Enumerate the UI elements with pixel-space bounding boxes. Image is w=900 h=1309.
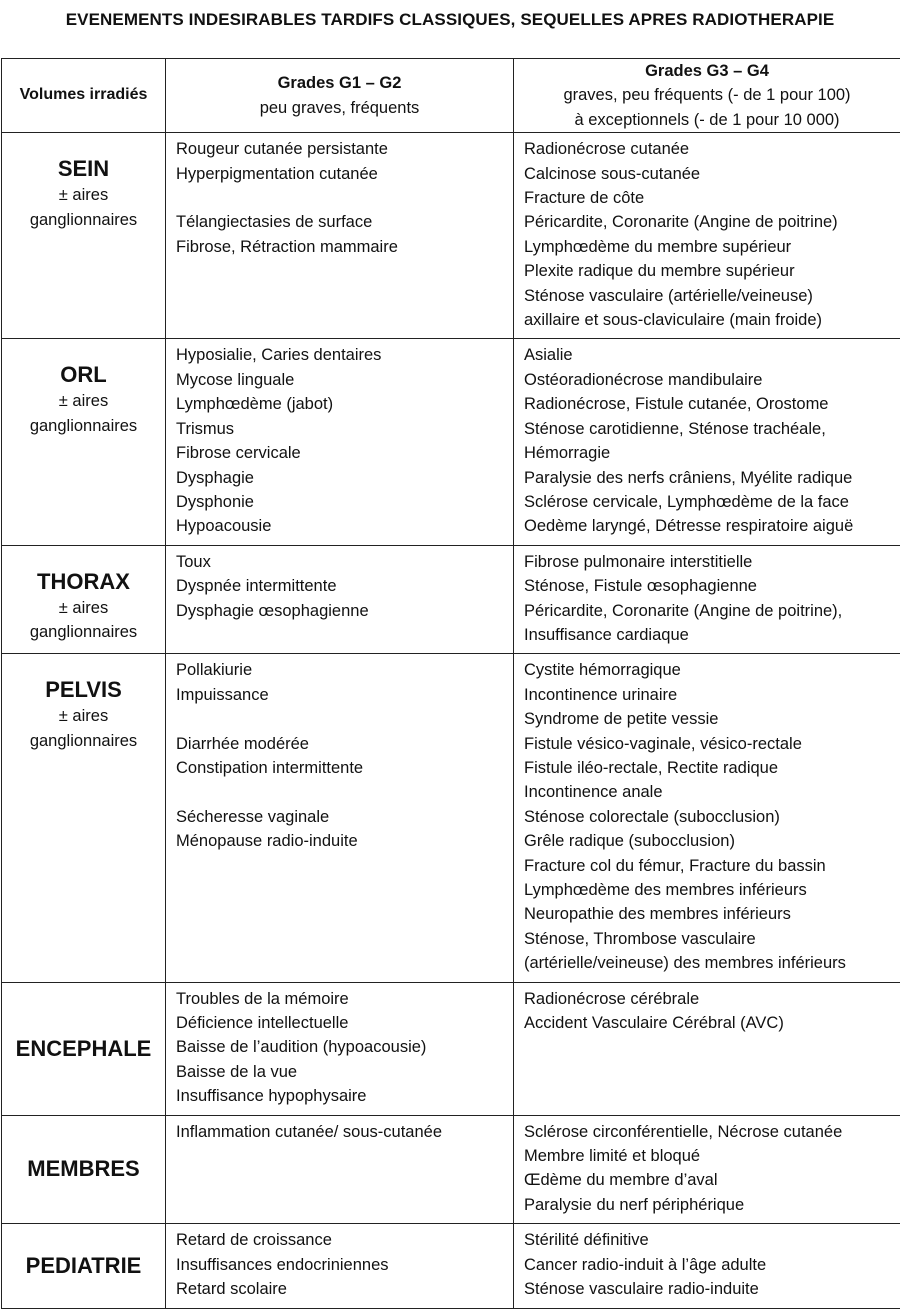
effect-item: Fracture col du fémur, Fracture du bassin (524, 854, 900, 878)
volume-name: SEIN (2, 155, 165, 183)
effect-item: Toux (176, 550, 513, 574)
volume-name: PEDIATRIE (2, 1252, 165, 1280)
volume-cell (2, 339, 166, 545)
header-g34-desc-2: à exceptionnels (- de 1 pour 10 000) (514, 108, 900, 132)
volume-name: MEMBRES (2, 1155, 165, 1183)
effect-item: (artérielle/veineuse) des membres inférieurs (524, 951, 900, 975)
effect-item: Constipation intermittente (176, 756, 513, 780)
header-grades-g1-g2 (166, 59, 514, 133)
blank-line (176, 186, 513, 210)
effect-item: Ostéoradionécrose mandibulaire (524, 368, 900, 392)
effect-item: Ménopause radio-induite (176, 829, 513, 853)
effect-item: Insuffisance cardiaque (524, 623, 900, 647)
grade-g3-g4-cell (514, 982, 900, 1115)
effect-item: Hyposialie, Caries dentaires (176, 343, 513, 367)
effect-item: Troubles de la mémoire (176, 987, 513, 1011)
effect-item: Fracture de côte (524, 186, 900, 210)
effect-item: Fistule vésico-vaginale, vésico-rectale (524, 732, 900, 756)
effect-item: Membre limité et bloqué (524, 1144, 900, 1168)
volume-name: PELVIS (2, 676, 165, 704)
effect-item: Sténose, Fistule œsophagienne (524, 574, 900, 598)
side-effects-table (1, 58, 900, 1309)
effect-item: Sclérose circonférentielle, Nécrose cutanée (524, 1120, 900, 1144)
table-row (2, 545, 900, 654)
effect-item: Cancer radio-induit à l’âge adulte (524, 1253, 900, 1277)
header-g34-title: Grades G3 – G4 (514, 59, 900, 83)
effect-item: Hyperpigmentation cutanée (176, 162, 513, 186)
effect-item: axillaire et sous-claviculaire (main froide) (524, 308, 900, 332)
effect-item: Cystite hémorragique (524, 658, 900, 682)
effect-item: Retard scolaire (176, 1277, 513, 1301)
table-row (2, 133, 900, 339)
grade-g1-g2-cell (166, 339, 514, 545)
effect-item: Dyspnée intermittente (176, 574, 513, 598)
effect-item: Radionécrose cutanée (524, 137, 900, 161)
effect-item: Trismus (176, 417, 513, 441)
effect-item: Baisse de l’audition (hypoacousie) (176, 1035, 513, 1059)
volume-subtitle: ± aires (2, 389, 165, 413)
effect-item: Baisse de la vue (176, 1060, 513, 1084)
effect-item: Péricardite, Coronarite (Angine de poitrine), (524, 599, 900, 623)
header-grades-g3-g4 (514, 59, 900, 133)
table-row (2, 1224, 900, 1308)
volume-name: THORAX (2, 568, 165, 596)
effect-item: Asialie (524, 343, 900, 367)
effect-item: Insuffisance hypophysaire (176, 1084, 513, 1108)
effect-item: Syndrome de petite vessie (524, 707, 900, 731)
effect-item: Neuropathie des membres inférieurs (524, 902, 900, 926)
effect-item: Fistule iléo-rectale, Rectite radique (524, 756, 900, 780)
volume-cell (2, 982, 166, 1115)
header-g12-desc: peu graves, fréquents (166, 96, 513, 120)
effect-item: Lymphœdème des membres inférieurs (524, 878, 900, 902)
effect-item: Diarrhée modérée (176, 732, 513, 756)
effect-item: Hémorragie (524, 441, 900, 465)
effect-item: Impuissance (176, 683, 513, 707)
effect-item: Sténose colorectale (subocclusion) (524, 805, 900, 829)
blank-line (176, 780, 513, 804)
volume-subtitle: ganglionnaires (2, 620, 165, 644)
volume-subtitle: ± aires (2, 596, 165, 620)
header-g34-desc-1: graves, peu fréquents (- de 1 pour 100) (514, 83, 900, 107)
effect-item: Fibrose, Rétraction mammaire (176, 235, 513, 259)
effect-item: Mycose linguale (176, 368, 513, 392)
effect-item: Lymphœdème du membre supérieur (524, 235, 900, 259)
grade-g1-g2-cell (166, 545, 514, 654)
table-row (2, 1115, 900, 1224)
effect-item: Accident Vasculaire Cérébral (AVC) (524, 1011, 900, 1035)
effect-item: Fibrose pulmonaire interstitielle (524, 550, 900, 574)
effect-item: Lymphœdème (jabot) (176, 392, 513, 416)
volume-cell (2, 133, 166, 339)
effect-item: Incontinence anale (524, 780, 900, 804)
grade-g3-g4-cell (514, 1224, 900, 1308)
table-row (2, 339, 900, 545)
effect-item: Stérilité définitive (524, 1228, 900, 1252)
grade-g1-g2-cell (166, 1115, 514, 1224)
effect-item: Paralysie des nerfs crâniens, Myélite radique (524, 466, 900, 490)
effect-item: Paralysie du nerf périphérique (524, 1193, 900, 1217)
volume-subtitle: ganglionnaires (2, 414, 165, 438)
grade-g1-g2-cell (166, 1224, 514, 1308)
volume-cell (2, 545, 166, 654)
grade-g3-g4-cell (514, 1115, 900, 1224)
volume-subtitle: ± aires (2, 183, 165, 207)
effect-item: Radionécrose cérébrale (524, 987, 900, 1011)
effect-item: Sténose carotidienne, Sténose trachéale, (524, 417, 900, 441)
effect-item: Radionécrose, Fistule cutanée, Orostome (524, 392, 900, 416)
grade-g3-g4-cell (514, 654, 900, 982)
grade-g3-g4-cell (514, 339, 900, 545)
effect-item: Grêle radique (subocclusion) (524, 829, 900, 853)
volume-cell (2, 1115, 166, 1224)
grade-g1-g2-cell (166, 982, 514, 1115)
effect-item: Dysphagie œsophagienne (176, 599, 513, 623)
grade-g1-g2-cell (166, 133, 514, 339)
grade-g3-g4-cell (514, 133, 900, 339)
header-g12-title: Grades G1 – G2 (166, 71, 513, 95)
effect-item: Dysphagie (176, 466, 513, 490)
header-volumes: Volumes irradiés (2, 59, 166, 133)
effect-item: Péricardite, Coronarite (Angine de poitrine) (524, 210, 900, 234)
blank-line (176, 707, 513, 731)
effect-item: Calcinose sous-cutanée (524, 162, 900, 186)
effect-item: Dysphonie (176, 490, 513, 514)
effect-item: Oedème laryngé, Détresse respiratoire aiguë (524, 514, 900, 538)
effect-item: Plexite radique du membre supérieur (524, 259, 900, 283)
volume-subtitle: ± aires (2, 704, 165, 728)
table-body (2, 133, 900, 1308)
effect-item: Sécheresse vaginale (176, 805, 513, 829)
volume-cell (2, 654, 166, 982)
grade-g1-g2-cell (166, 654, 514, 982)
volume-subtitle: ganglionnaires (2, 208, 165, 232)
volume-cell (2, 1224, 166, 1308)
effect-item: Inflammation cutanée/ sous-cutanée (176, 1120, 513, 1144)
effect-item: Insuffisances endocriniennes (176, 1253, 513, 1277)
effect-item: Télangiectasies de surface (176, 210, 513, 234)
effect-item: Sténose vasculaire radio-induite (524, 1277, 900, 1301)
effect-item: Retard de croissance (176, 1228, 513, 1252)
table-row (2, 654, 900, 982)
effect-item: Sténose vasculaire (artérielle/veineuse) (524, 284, 900, 308)
effect-item: Déficience intellectuelle (176, 1011, 513, 1035)
table-header-row (2, 59, 900, 133)
effect-item: Hypoacousie (176, 514, 513, 538)
effect-item: Sclérose cervicale, Lymphœdème de la face (524, 490, 900, 514)
grade-g3-g4-cell (514, 545, 900, 654)
volume-name: ORL (2, 361, 165, 389)
effect-item: Rougeur cutanée persistante (176, 137, 513, 161)
volume-subtitle: ganglionnaires (2, 729, 165, 753)
effect-item: Sténose, Thrombose vasculaire (524, 927, 900, 951)
effect-item: Œdème du membre d’aval (524, 1168, 900, 1192)
table-row (2, 982, 900, 1115)
volume-name: ENCEPHALE (2, 1035, 165, 1063)
effect-item: Incontinence urinaire (524, 683, 900, 707)
page-title: EVENEMENTS INDESIRABLES TARDIFS CLASSIQUES, SEQUELLES APRES RADIOTHERAPIE (0, 10, 900, 30)
effect-item: Pollakiurie (176, 658, 513, 682)
effect-item: Fibrose cervicale (176, 441, 513, 465)
